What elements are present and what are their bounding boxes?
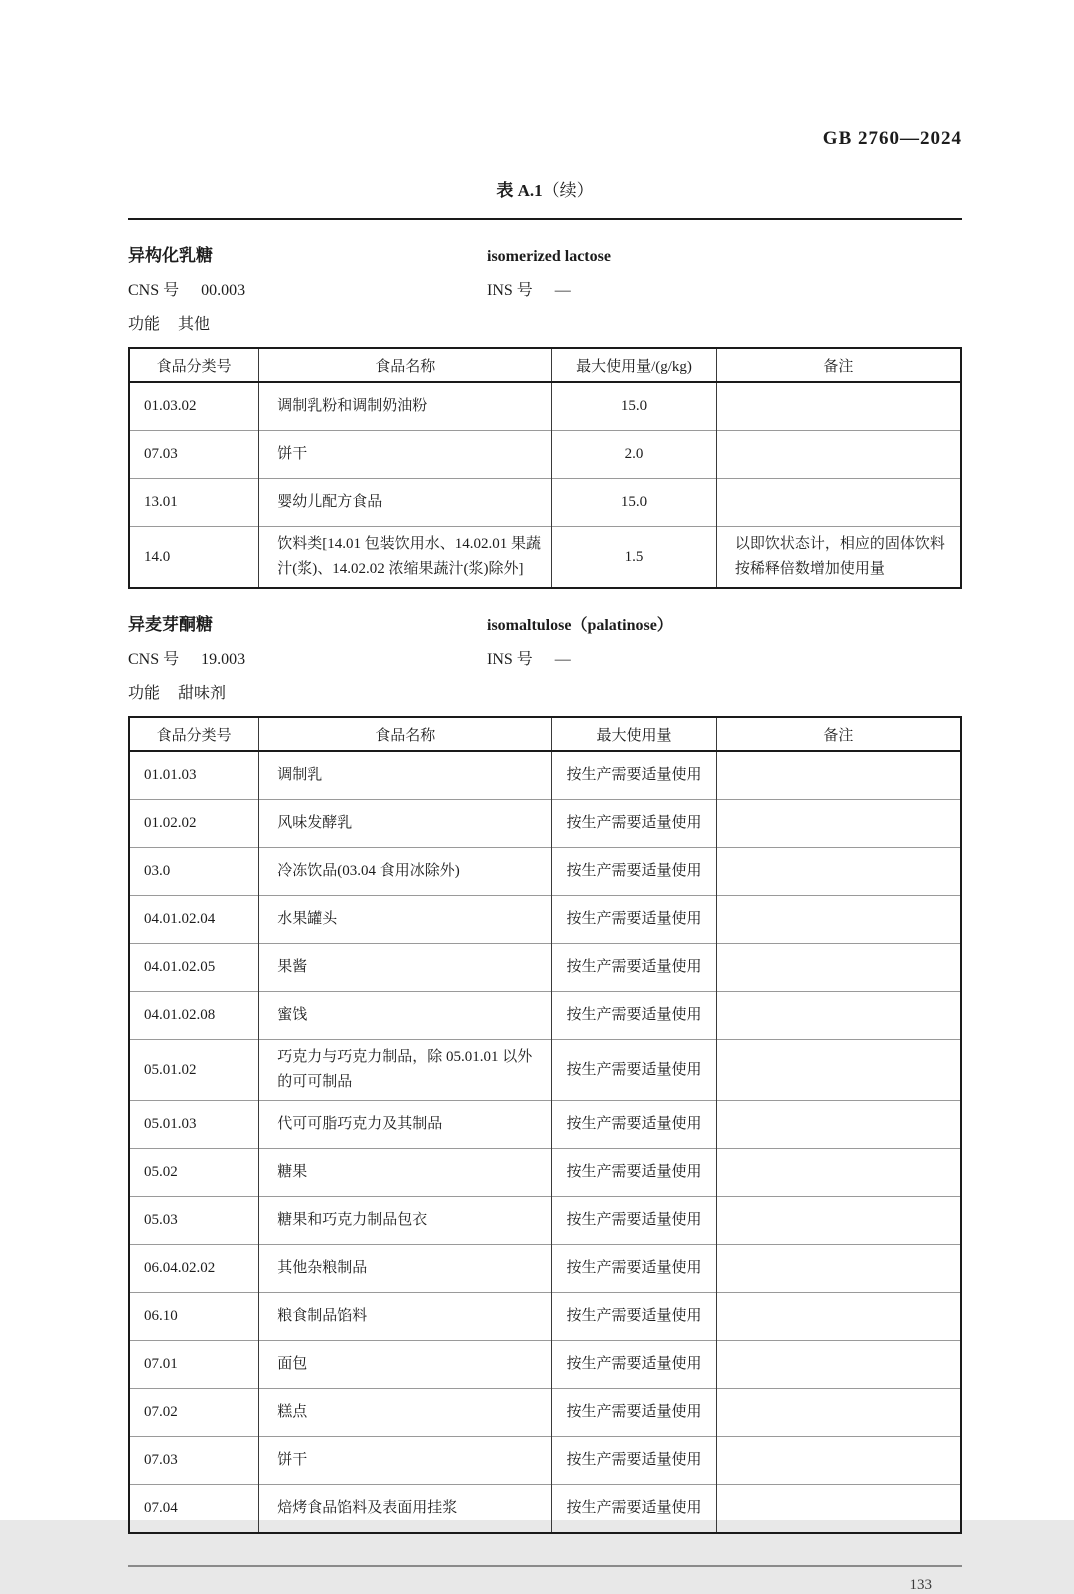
substance-name-cn: 异麦芽酮糖 [128,615,213,634]
table-header [129,348,961,382]
col-header-remark: 备注 [716,348,961,382]
function-line [128,680,962,703]
table-cell: 焙烤食品馅料及表面用挂浆 [259,1485,552,1534]
table-header [129,717,961,751]
table-cell: 01.02.02 [129,800,259,848]
table-cell [716,1149,961,1197]
table-cell: 07.04 [129,1485,259,1534]
table-row [129,1040,961,1101]
table-cell: 按生产需要适量使用 [552,1437,717,1485]
table-cell [716,431,961,479]
table-row [129,1101,961,1149]
table-cell: 按生产需要适量使用 [552,1485,717,1534]
function-value: 甜味剂 [178,685,227,702]
cns-label: CNS 号 [128,282,180,299]
table-row [129,1293,961,1341]
substance-id-line [128,277,962,300]
table-cell: 14.0 [129,527,259,589]
table-cell: 07.01 [129,1341,259,1389]
table-header-row [129,348,961,382]
table-cell: 按生产需要适量使用 [552,800,717,848]
ins-value: — [554,282,571,299]
table-cell: 按生产需要适量使用 [552,1101,717,1149]
footer-rule [128,1565,962,1567]
table-cell [716,1341,961,1389]
table-cell: 面包 [259,1341,552,1389]
table-cell: 04.01.02.08 [129,992,259,1040]
table-header-row [129,717,961,751]
table-cell [716,1245,961,1293]
table-cell: 15.0 [552,479,717,527]
table-row [129,944,961,992]
col-header-max-usage: 最大使用量/(g/kg) [552,348,717,382]
cns-value: 00.003 [201,282,246,299]
table-row [129,527,961,589]
doc-header [128,0,962,150]
table-cell: 05.03 [129,1197,259,1245]
table-row [129,1197,961,1245]
table-cell [716,1040,961,1101]
table-cell [716,992,961,1040]
table-cell: 粮食制品馅料 [259,1293,552,1341]
table-cell: 07.03 [129,1437,259,1485]
table-body [129,751,961,1533]
table-cell [716,751,961,800]
function-label: 功能 [128,685,161,702]
table-cell: 07.03 [129,431,259,479]
table-cell [716,944,961,992]
table-cell: 1.5 [552,527,717,589]
table-cell: 04.01.02.04 [129,896,259,944]
substance-name-line [128,610,962,635]
table-row [129,1485,961,1534]
table-row [129,1245,961,1293]
ins-label: INS 号 [487,282,533,299]
substance-name-line [128,241,962,266]
substance-name-en: isomerized lactose [487,248,611,265]
table-cell: 风味发酵乳 [259,800,552,848]
table-row [129,848,961,896]
table-cell: 按生产需要适量使用 [552,1197,717,1245]
table-cell: 以即饮状态计，相应的固体饮料按稀释倍数增加使用量 [716,527,961,589]
table-cell: 按生产需要适量使用 [552,1245,717,1293]
substance-id-line [128,646,962,669]
table-title-main: 表 A.1 [496,181,543,200]
table-row [129,1341,961,1389]
table-cell: 05.01.03 [129,1101,259,1149]
table-cell: 按生产需要适量使用 [552,1389,717,1437]
table-cell: 按生产需要适量使用 [552,1341,717,1389]
substance-section-isomaltulose [128,610,962,1534]
col-header-max-usage: 最大使用量 [552,717,717,751]
table-cell [716,1485,961,1534]
table-cell: 07.02 [129,1389,259,1437]
table-cell [716,1437,961,1485]
table-cell: 水果罐头 [259,896,552,944]
table-row [129,382,961,431]
col-header-food-category: 食品分类号 [129,348,259,382]
col-header-food-name: 食品名称 [259,348,552,382]
table-cell: 15.0 [552,382,717,431]
table-cell: 巧克力与巧克力制品，除 05.01.01 以外的可可制品 [259,1040,552,1101]
table-title-suffix: （续） [542,181,594,200]
usage-table-isomaltulose [128,716,962,1534]
cns-entry [128,277,487,300]
table-cell: 调制乳粉和调制奶油粉 [259,382,552,431]
substance-section-isomerized-lactose [128,241,962,589]
table-body [129,382,961,588]
table-row [129,992,961,1040]
table-cell [716,1389,961,1437]
table-row [129,1149,961,1197]
table-cell: 按生产需要适量使用 [552,848,717,896]
table-cell: 01.01.03 [144,767,197,783]
table-cell: 按生产需要适量使用 [552,1040,717,1101]
table-cell: 糖果 [259,1149,552,1197]
table-cell: 其他杂粮制品 [259,1245,552,1293]
table-cell: 糖果和巧克力制品包衣 [259,1197,552,1245]
table-cell: 果酱 [259,944,552,992]
ins-entry [487,646,571,669]
table-row [129,1437,961,1485]
table-cell: 冷冻饮品(03.04 食用冰除外) [259,848,552,896]
table-cell: 饼干 [259,431,552,479]
table-cell: 按生产需要适量使用 [552,1293,717,1341]
table-cell: 饮料类[14.01 包装饮用水、14.02.01 果蔬汁(浆)、14.02.02 浓缩果蔬汁(浆)除外] [259,527,552,589]
table-cell: 蜜饯 [259,992,552,1040]
table-cell [716,1197,961,1245]
table-cell: 05.01.02 [129,1040,259,1101]
table-cell [716,896,961,944]
table-cell [716,848,961,896]
table-cell: 13.01 [129,479,259,527]
table-cell: 01.03.02 [144,398,197,414]
table-cell: 06.04.02.02 [129,1245,259,1293]
page-number: 133 [909,1577,932,1593]
table-cell: 按生产需要适量使用 [552,1149,717,1197]
ins-value: — [554,651,571,668]
ins-entry [487,277,571,300]
col-header-food-category: 食品分类号 [129,717,259,751]
substance-name-en: isomaltulose（palatinose） [487,617,673,634]
table-cell: 06.10 [129,1293,259,1341]
table-row [129,479,961,527]
ins-label: INS 号 [487,651,533,668]
table-cell: 调制乳 [259,751,552,800]
cns-entry [128,646,487,669]
substance-name-cn: 异构化乳糖 [128,246,213,265]
table-cell: 饼干 [259,1437,552,1485]
table-cell: 按生产需要适量使用 [552,896,717,944]
table-cell [716,479,961,527]
function-label: 功能 [128,316,161,333]
table-cell [716,800,961,848]
table-row [129,1389,961,1437]
table-row [129,431,961,479]
table-cell: 按生产需要适量使用 [552,944,717,992]
table-cell: 代可可脂巧克力及其制品 [259,1101,552,1149]
table-title [128,176,962,201]
title-rule [128,218,962,220]
table-row [129,896,961,944]
doc-code: GB 2760—2024 [822,128,962,149]
table-cell: 糕点 [259,1389,552,1437]
table-cell: 按生产需要适量使用 [552,992,717,1040]
table-cell: 03.0 [129,848,259,896]
table-cell [716,382,961,431]
table-cell [716,1293,961,1341]
cns-label: CNS 号 [128,651,180,668]
table-cell: 按生产需要适量使用 [552,751,717,800]
table-cell: 婴幼儿配方食品 [259,479,552,527]
table-cell [716,1101,961,1149]
col-header-food-name: 食品名称 [259,717,552,751]
function-value: 其他 [178,316,211,333]
usage-table-isomerized-lactose [128,347,962,589]
table-cell: 04.01.02.05 [129,944,259,992]
function-line [128,311,962,334]
col-header-remark: 备注 [716,717,961,751]
table-cell: 2.0 [552,431,717,479]
table-row [129,751,961,800]
cns-value: 19.003 [201,651,246,668]
table-cell: 05.02 [129,1149,259,1197]
table-row [129,800,961,848]
